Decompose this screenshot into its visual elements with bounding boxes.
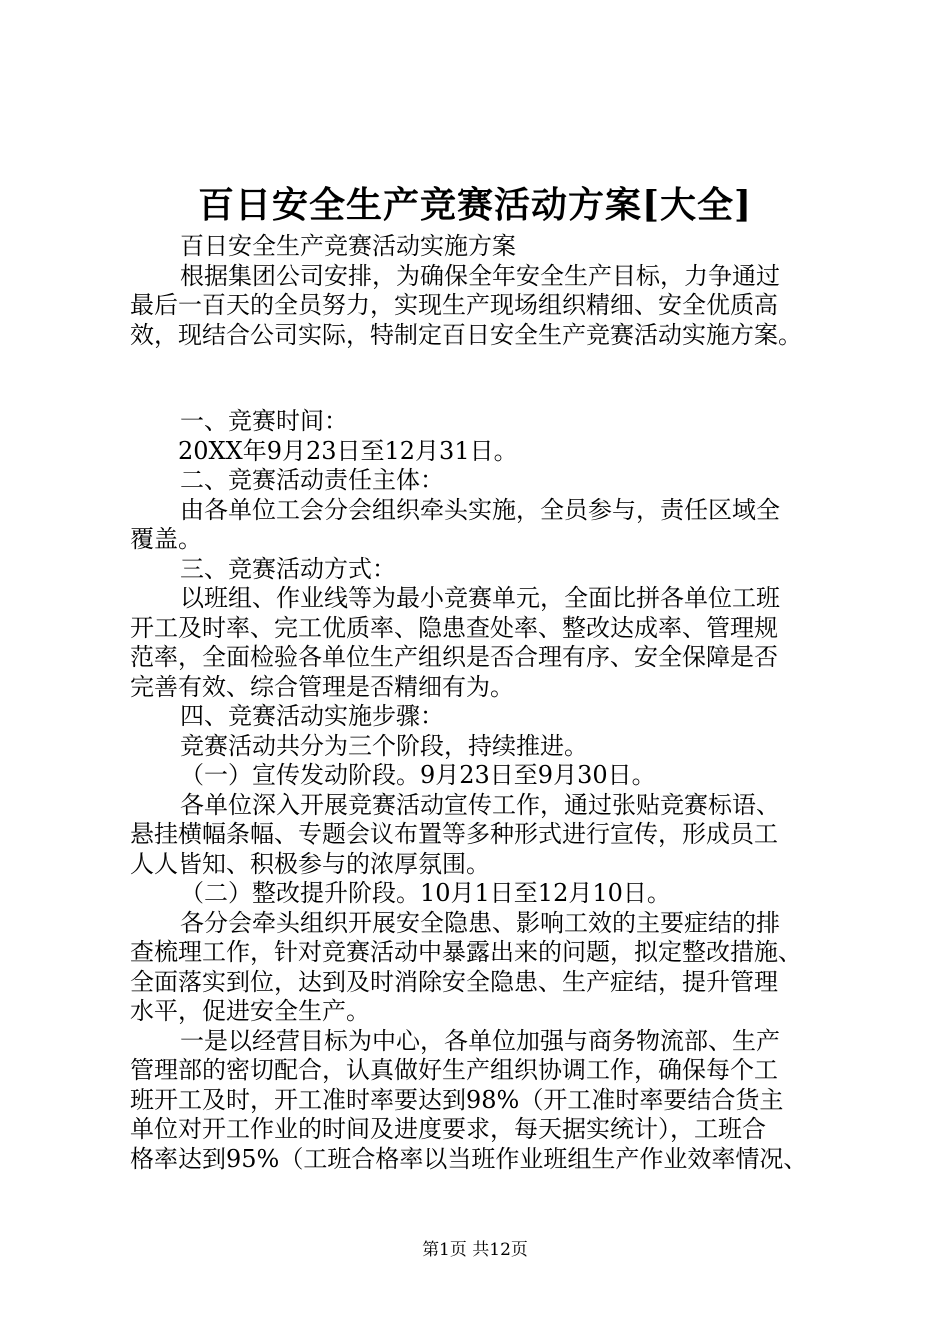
paragraph-line: 一是以经营目标为中心，各单位加强与商务物流部、生产 (180, 1026, 780, 1055)
paragraph-line: 管理部的密切配合，认真做好生产组织协调工作，确保每个工 (130, 1056, 778, 1084)
section-heading: 二、竞赛活动责任主体： (180, 466, 444, 494)
paragraph-line: 全面落实到位，达到及时消除安全隐患、生产症结，提升管理 (130, 967, 778, 996)
paragraph-line: 由各单位工会分会组织牵头实施，全员参与，责任区域全 (180, 495, 780, 524)
blank-gap (130, 350, 835, 407)
subsection-heading: （一）宣传发动阶段。9月23日至9月30日。 (180, 761, 656, 789)
paragraph-line: 覆盖。 (130, 525, 202, 553)
paragraph-line: 水平，促进安全生产。 (130, 997, 370, 1025)
paragraph-line: 单位对开工作业的时间及进度要求，每天据实统计），工班合 (130, 1115, 766, 1143)
paragraph-line: 竞赛活动共分为三个阶段，持续推进。 (180, 731, 588, 760)
paragraph-line: 最后一百天的全员努力，实现生产现场组织精细、安全优质高 (130, 291, 778, 319)
paragraph-line: 完善有效、综合管理是否精细有为。 (130, 672, 514, 701)
paragraph-line: 范率，全面检验各单位生产组织是否合理有序、安全保障是否 (130, 643, 778, 671)
paragraph-line: 查梳理工作，针对竞赛活动中暴露出来的问题，拟定整改措施、 (130, 938, 802, 966)
paragraph-line: 20XX年9月23日至12月31日。 (178, 436, 518, 465)
section-heading: 四、竞赛活动实施步骤： (180, 702, 444, 730)
paragraph-line: 各分会牵头组织开展安全隐患、影响工效的主要症结的排 (180, 908, 780, 937)
document-body (130, 232, 835, 1174)
paragraph-line: 悬挂横幅条幅、专题会议布置等多种形式进行宣传，形成员工 (130, 820, 778, 848)
section-heading: 一、竞赛时间： (180, 407, 348, 435)
page-footer: 第1页 共12页 (422, 1240, 528, 1260)
paragraph-line: 以班组、作业线等为最小竞赛单元，全面比拼各单位工班 (180, 584, 780, 612)
paragraph-line: 人人皆知、积极参与的浓厚氛围。 (130, 849, 490, 878)
paragraph-line: 各单位深入开展竞赛活动宣传工作，通过张贴竞赛标语、 (180, 790, 780, 819)
paragraph-line: 根据集团公司安排，为确保全年安全生产目标，力争通过 (180, 261, 780, 290)
subsection-heading: （二）整改提升阶段。10月1日至12月10日。 (180, 879, 671, 907)
section-heading: 三、竞赛活动方式： (180, 554, 396, 583)
paragraph-line: 班开工及时，开工准时率要达到98%（开工准时率要结合货主 (130, 1085, 784, 1114)
subtitle-line: 百日安全生产竞赛活动实施方案 (180, 232, 516, 260)
paragraph-line: 开工及时率、完工优质率、隐患查处率、整改达成率、管理规 (130, 613, 778, 642)
document-title: 百日安全生产竞赛活动方案[大全] (197, 184, 753, 226)
paragraph-line: 效，现结合公司实际，特制定百日安全生产竞赛活动实施方案。 (130, 320, 802, 349)
paragraph-line: 格率达到95%（工班合格率以当班作业班组生产作业效率情况、 (130, 1144, 808, 1173)
